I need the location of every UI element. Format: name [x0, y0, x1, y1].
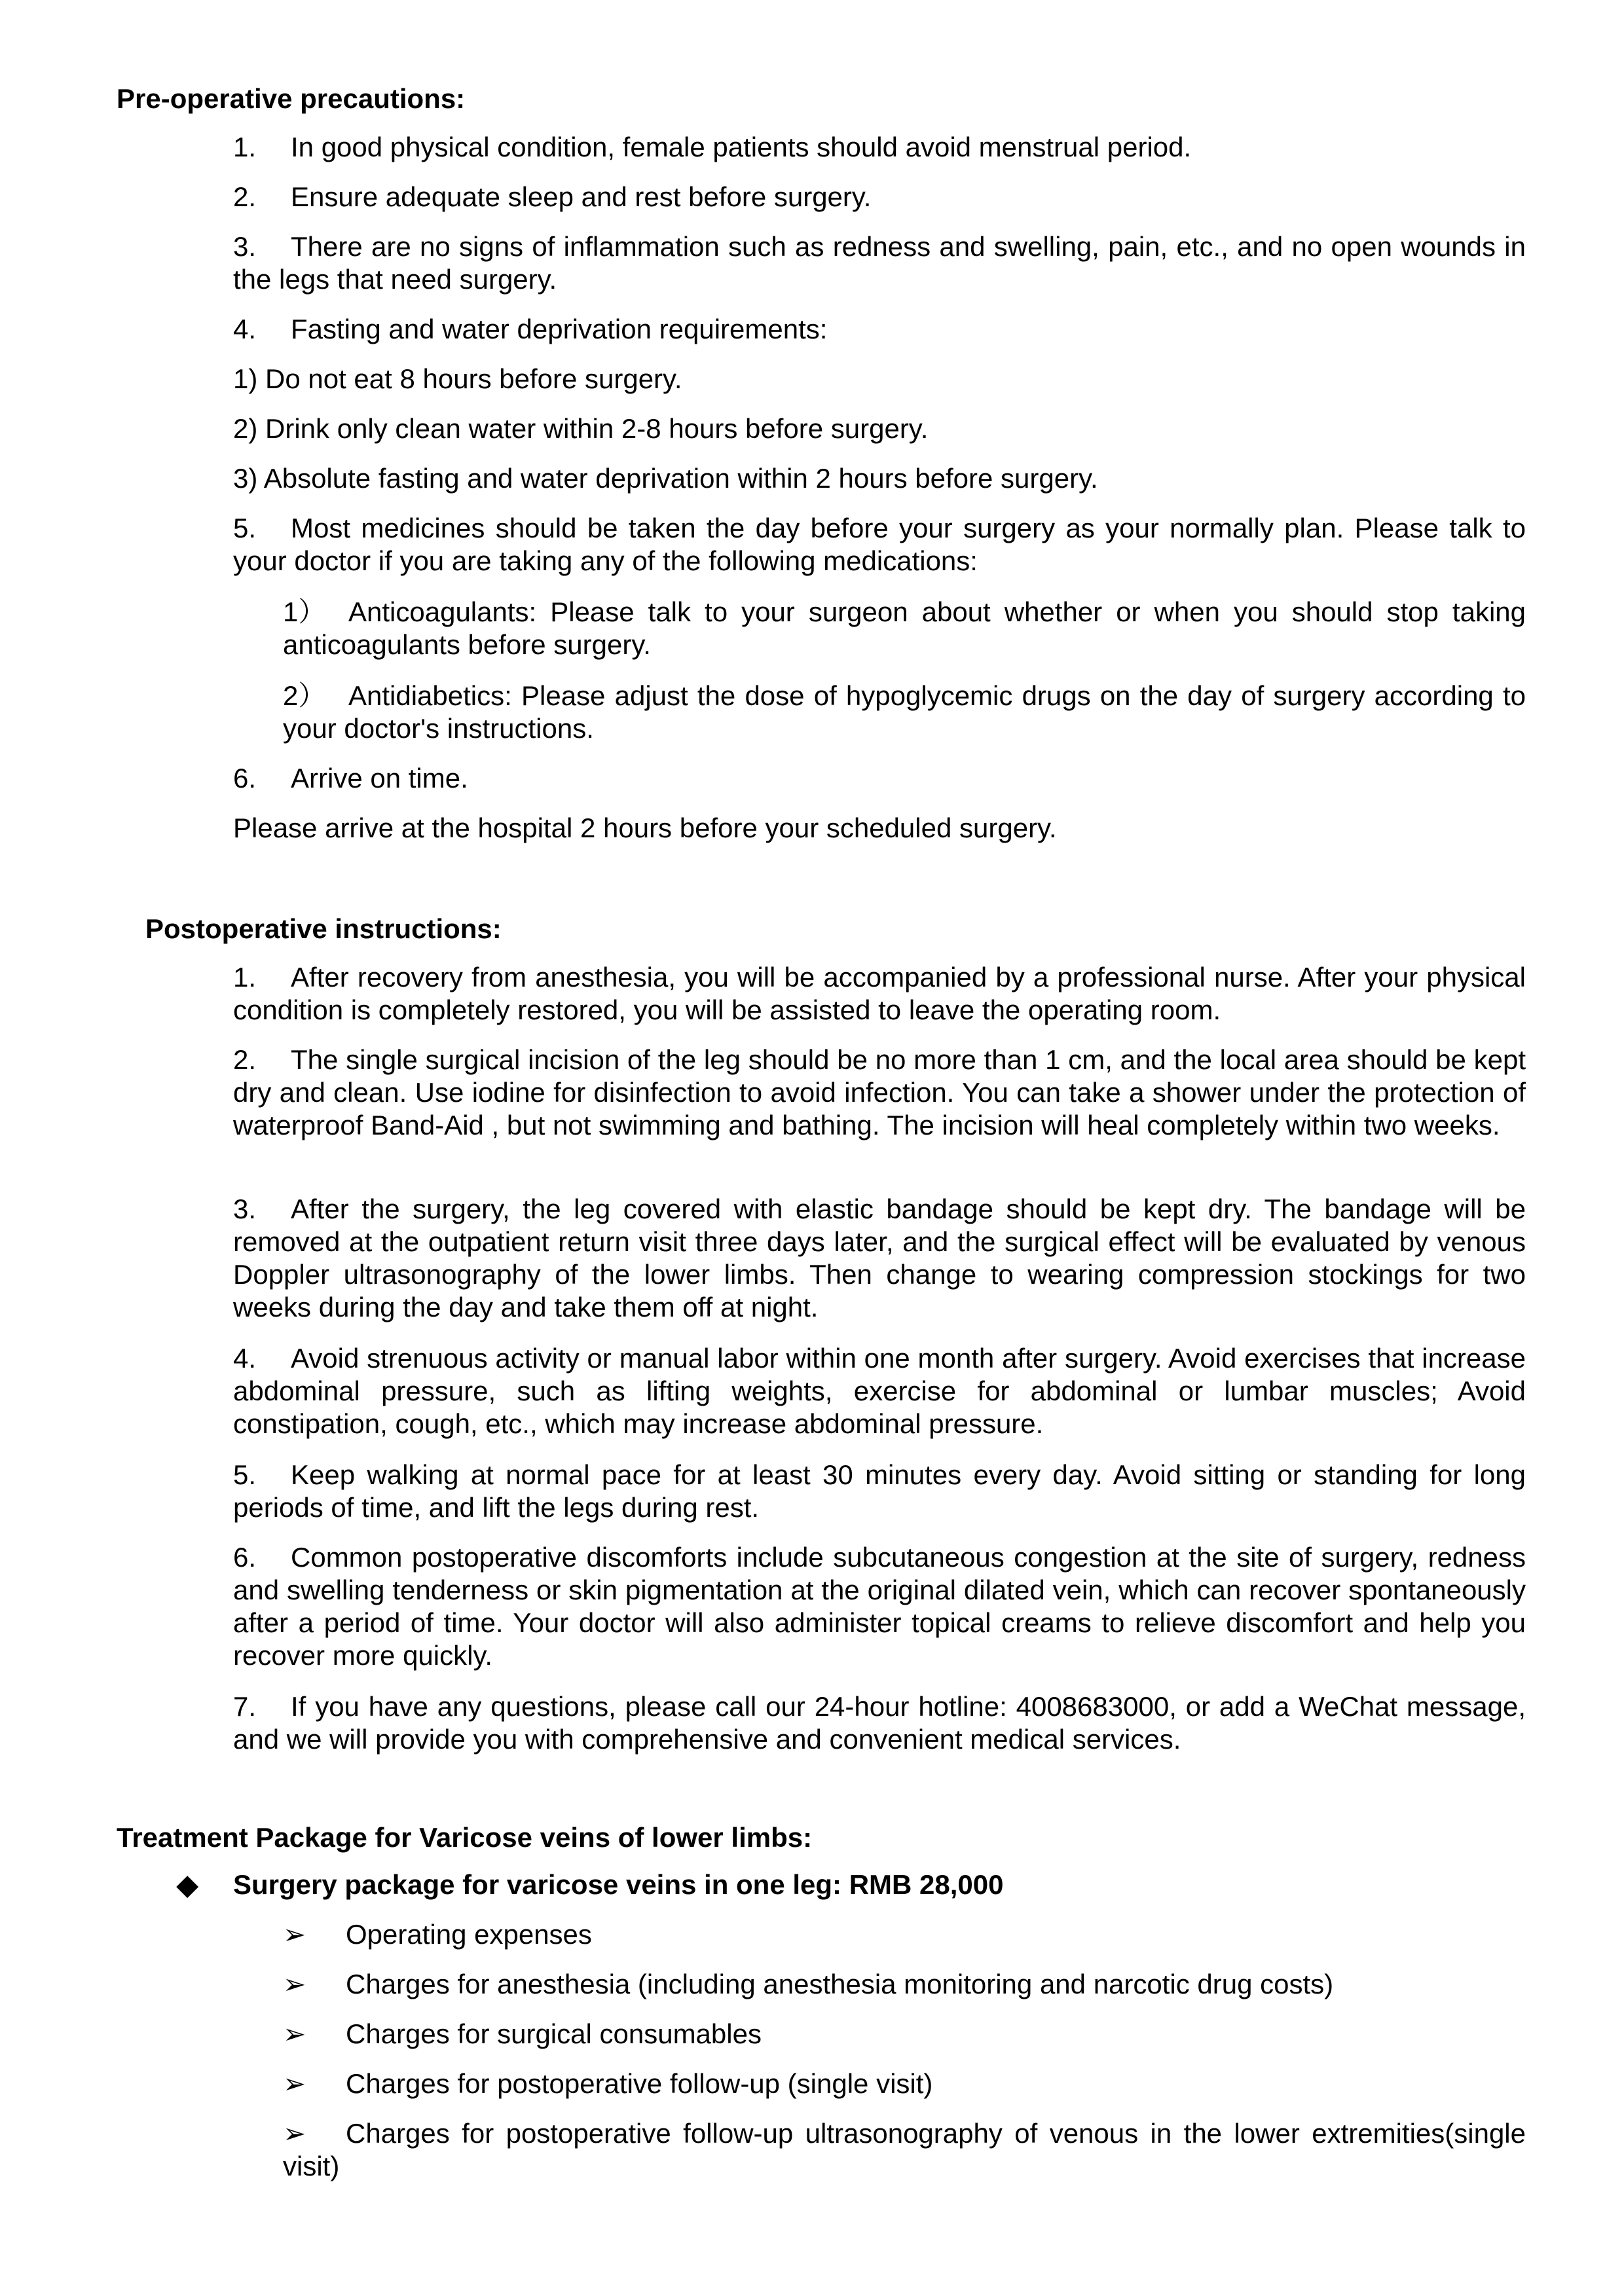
pre-op-item-4: 4. Fasting and water deprivation requirements: [233, 314, 828, 344]
post-op-item-2: 2. The single surgical incision of the leg should be no more than 1 cm, and the local area should be kept dry and clean. Use iodine for disinfection to avoid infection. You can take a shower under the protection of waterproof Band-Aid , but not swimming and bathing. The incision will heal completely within two weeks. [233, 1044, 1526, 1140]
pre-op-subitem-3: 3) Absolute fasting and water deprivation within 2 hours before surgery. [233, 463, 1098, 494]
package-item-ultrasonography: ➢ Charges for postoperative follow-up ultrasonography of venous in the lower extremities(single visit) [283, 2118, 1526, 2181]
pre-op-subitem-2: 2) Drink only clean water within 2-8 hours before surgery. [233, 413, 929, 444]
post-op-heading: Postoperative instructions: [145, 913, 502, 944]
post-op-item-7: 7. If you have any questions, please call our 24-hour hotline: 4008683000, or add a WeChat message, and we will provide you with comprehensive and convenient medical services. [233, 1691, 1526, 1755]
pre-op-item-3: 3. There are no signs of inflammation such as redness and swelling, pain, etc., and no open wounds in the legs that need surgery. [233, 231, 1526, 295]
package-title-text: Surgery package for varicose veins in one leg: RMB 28,000 [233, 1869, 1004, 1900]
pre-op-item-5: 5. Most medicines should be taken the day before your surgery as your normally plan. Please talk to your doctor if you are taking any of the following medications: [233, 513, 1526, 576]
post-op-item-3: 3. After the surgery, the leg covered with elastic bandage should be kept dry. The bandage will be removed at the outpatient return visit three days later, and the surgical effect will be evaluated by venous Doppler ultrasonography of the lower limbs. Then change to wearing compression stockings for two weeks during the day and take them off at night. [233, 1194, 1526, 1322]
package-item-anesthesia: ➢ Charges for anesthesia (including anesthesia monitoring and narcotic drug costs) [283, 1969, 1334, 1999]
post-op-item-6: 6. Common postoperative discomforts include subcutaneous congestion at the site of surgery, redness and swelling tenderness or skin pigmentation at the original dilated vein, which can recover spontaneously after a period of time. Your doctor will also administer topical creams to relieve discomfort and help you recover more quickly. [233, 1542, 1526, 1671]
post-op-item-4: 4. Avoid strenuous activity or manual labor within one month after surgery. Avoid exercises that increase abdominal pressure, such as lifting weights, exercise for abdominal or lumbar muscles; Avoid constipation, cough, etc., which may increase abdominal pressure. [233, 1343, 1526, 1439]
package-item-operating: ➢ Operating expenses [283, 1919, 592, 1950]
pre-op-item-2: 2. Ensure adequate sleep and rest before surgery. [233, 181, 872, 212]
package-heading: Treatment Package for Varicose veins of lower limbs: [117, 1822, 813, 1853]
pre-op-medication-anticoagulants: 1） Anticoagulants: Please talk to your surgeon about whether or when you should stop taking anticoagulants before surgery. [283, 596, 1526, 660]
pre-op-medication-antidiabetics: 2） Antidiabetics: Please adjust the dose of hypoglycemic drugs on the day of surgery according to your doctor's instructions. [283, 680, 1526, 744]
post-op-item-5: 5. Keep walking at normal pace for at least 30 minutes every day. Avoid sitting or standing for long periods of time, and lift the legs during rest. [233, 1459, 1526, 1523]
package-item-consumables: ➢ Charges for surgical consumables [283, 2018, 762, 2049]
post-op-item-1: 1. After recovery from anesthesia, you will be accompanied by a professional nurse. After your physical condition is completely restored, you will be assisted to leave the operating room. [233, 962, 1526, 1025]
package-item-follow-up: ➢ Charges for postoperative follow-up (single visit) [283, 2068, 933, 2099]
arrow-bullet-icon: ➢ [283, 1919, 306, 1950]
arrow-bullet-icon: ➢ [283, 2118, 306, 2149]
arrow-bullet-icon: ➢ [283, 2068, 306, 2099]
package-title [177, 1868, 1003, 1901]
pre-op-arrival-note: Please arrive at the hospital 2 hours before your scheduled surgery. [233, 812, 1057, 843]
pre-op-item-6: 6. Arrive on time. [233, 763, 468, 793]
pre-op-heading: Pre-operative precautions: [117, 83, 466, 114]
arrow-bullet-icon: ➢ [283, 1969, 306, 1999]
arrow-bullet-icon: ➢ [283, 2018, 306, 2049]
pre-op-item-1: 1. In good physical condition, female patients should avoid menstrual period. [233, 132, 1192, 162]
diamond-bullet-icon: ◆ [177, 1869, 198, 1900]
pre-op-subitem-1: 1) Do not eat 8 hours before surgery. [233, 363, 682, 394]
